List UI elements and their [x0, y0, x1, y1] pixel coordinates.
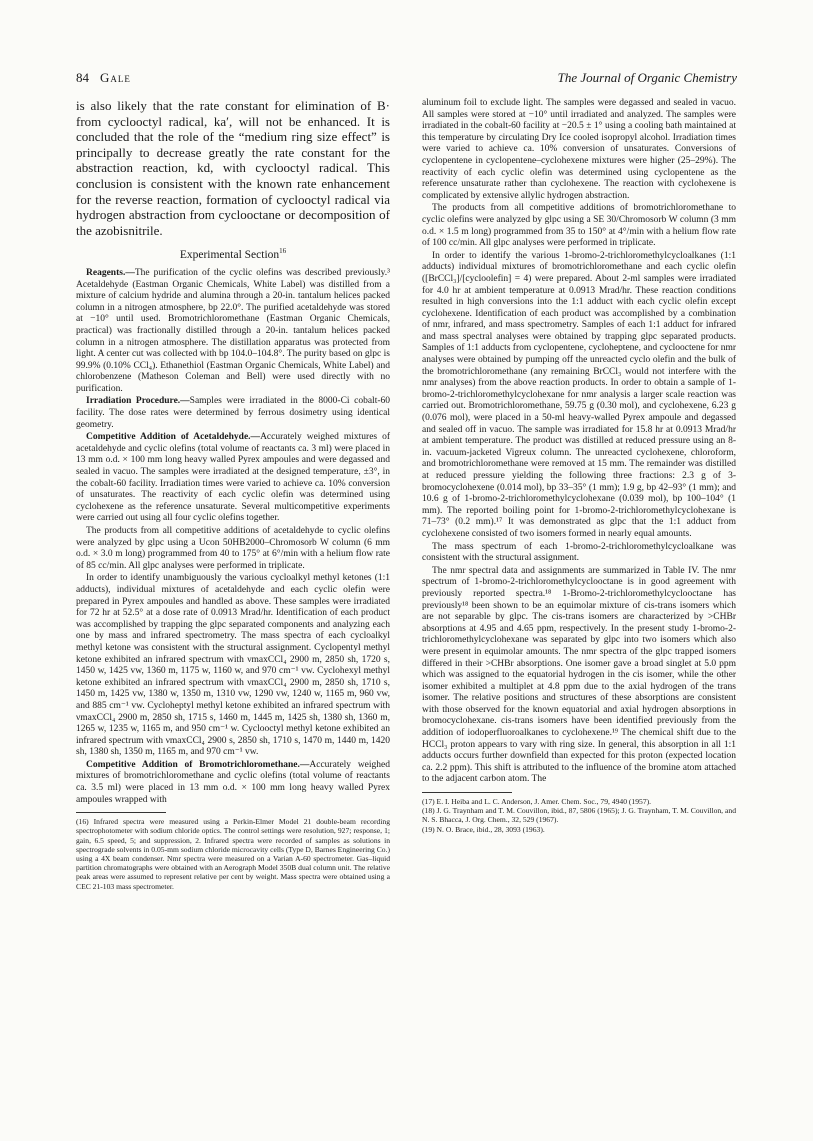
paragraph-text: Accurately weighed mixtures of bromotrichloromethane and cyclic olefins (total volume of reactants ca. 3.5 ml) were placed in 13 mm o.d. × 100 mm long heavy walled Pyrex ampoules wrapped with — [76, 759, 391, 805]
paragraph-reagents — [76, 268, 390, 396]
running-head — [76, 70, 737, 88]
paragraph-acetaldehyde — [76, 432, 390, 525]
left-column — [76, 98, 390, 891]
footnote-16: (16) Infrared spectra were measured using a Perkin-Elmer Model 21 double-beam recording spectrophotometer with sodium chloride optics. The control settings were resolution, 927; response, 1; gain, 6.5 speed, 5; and suppression, 2. Infrared spectra were recorded of samples as solutions in spectrograde solvents in 0.05-mm sodium chloride microcavity cells (Type D, Barnes Engineering Co.) using a 4X beam condenser. Nmr spectra were measured on a Varian A-60 spectrometer. Gas–liquid partition chromatographs were obtained with an Aerograph Model 350B dual column unit. The relative peak areas were assumed to represent relative per cent by weight. Mass spectra were obtained using a CEC 21-103 mass spectrometer. — [76, 817, 390, 891]
run-in-heading: Reagents.— — [86, 267, 135, 278]
paragraph-glpc-bromo: The products from all competitive additions of bromotrichloromethane to cyclic olefins were analyzed by glpc using a SE 30/Chromosorb W column (3 mm o.d. × 1.5 m long) programmed from 35 to 150° at 4°/min with a helium flow rate of 100 cc/min. All glpc analyses were performed in triplicate. — [422, 203, 736, 249]
paragraph-mass-spectrum: The mass spectrum of each 1-bromo-2-trichloromethylcycloalkane was consistent with the structural assignment. — [422, 541, 736, 564]
paragraph-nmr: The nmr spectral data and assignments are summarized in Table IV. The nmr spectrum of 1-bromo-2-trichloromethylcyclooctane is in good agreement with previously reported spectra.¹⁸ 1-Bromo-2-trichloromethylcyclooctane has previously¹⁸ been shown to be an equimolar mixture of cis-trans isomers which are not separable by glpc. The cis-trans isomers are characterized by >CHBr absorptions at 4.95 and 4.65 ppm, respectively. In the present study 1-bromo-2-trichloromethylcyclohexane was separated by glpc into two isomers which also were present in equimolar amounts. The nmr spectra of the glpc trapped isomers differed in their >CHBr absorptions. One isomer gave a broad singlet at 5.0 ppm which was assigned to the equatorial hydrogen in the cis isomer, while the other isomer exhibited a multiplet at 4.8 ppm due to the axial hydrogen of the trans isomer. The relative positions and structures of these absorptions are consistent with those observed for the known equatorial and axial hydrogen absorptions in bromocyclohexane. cis-trans isomers have been identified previously from the addition of iodoperfluoroalkanes to cyclohexene.¹⁹ The chemical shift due to the HCCl₃ proton appears to vary with ring size. In general, this absorption in all 1:1 adducts occurs further downfield than expected for this proton (expected location ca. 2.2 ppm). This shift is attributed to the influence of the bromine atom attached to the adjacent carbon atom. The — [422, 565, 736, 785]
section-title: Experimental Section — [179, 249, 280, 262]
run-in-heading: Competitive Addition of Bromotrichloromethane.— — [86, 759, 310, 770]
lead-paragraph: is also likely that the rate constant for elimination of B· from cyclooctyl radical, ka′, will not be enhanced. It is concluded that the role of the “medium ring size effect” is principally to decrease greatly the rate constant for the abstraction reaction, kd, with cyclooctyl radical. This conclusion is consistent with the known rate enhancement for the reverse reaction, formation of cyclooctyl radical via hydrogen abstraction from cyclooctane or decomposition of the azobisnitrile. — [76, 98, 390, 238]
paragraph-ketone-identification: In order to identify unambiguously the various cycloalkyl methyl ketones (1:1 adducts), individual mixtures of acetaldehyde and each cyclic olefin were prepared in Pyrex ampoules and handled as above. These samples were irradiated for 72 hr at 52.5° at a dose rate of 0.0913 Mrad/hr. Identification of each product was accomplished by trapping the glpc separated components and analyzing each one by mass and infrared spectrometry. The mass spectra of each cycloalkyl methyl ketone was consistent with the structural assignment. Cyclopentyl methyl ketone exhibited an infrared spectrum with νmaxCCl₄ 2900 m, 2850 sh, 1720 s, 1450 w, 1425 vw, 1360 m, 1175 w, 1160 w, and 970 cm⁻¹ vw. Cyclohexyl methyl ketone exhibited an infrared spectrum with νmaxCCl₄ 2900 m, 2850 sh, 1710 s, 1450 m, 1425 vw, 1380 w, 1350 m, 1310 vw, 1290 vw, 1240 w, 1165 m, 960 vw, and 885 cm⁻¹ vw. Cycloheptyl methyl ketone exhibited an infrared spectrum with νmaxCCl₄ 2900 m, 2850 sh, 1715 s, 1460 m, 1445 m, 1425 sh, 1380 sh, 1360 m, 1265 w, 1235 w, 1165 m, and 950 cm⁻¹ w. Cyclooctyl methyl ketone exhibited an infrared spectrum with νmaxCCl₄ 2900 s, 2850 sh, 1710 s, 1470 m, 1440 m, 1420 sh, 1380 sh, 1350 m, 1165 m, and 970 cm⁻¹ vw. — [76, 573, 390, 758]
author-name: Gale — [100, 70, 131, 85]
section-heading — [76, 247, 390, 262]
paragraph-text: Samples were irradiated in the 8000-Ci cobalt-60 facility. The dose rates were determined by ferrous dosimetry using identical geometry. — [76, 396, 390, 430]
run-in-heading: Competitive Addition of Acetaldehyde.— — [86, 432, 261, 443]
paragraph-adduct-identification: In order to identify the various 1-bromo-2-trichloromethylcycloalkanes (1:1 adducts) individual mixtures of bromotrichloromethane and each cyclic olefin ([BrCCl₃]/[cycloolefin] = 4) were prepared. About 2-ml samples were irradiated for 4.0 hr at ambient temperature at 0.0913 Mrad/hr. These reaction conditions resulted in high conversions into the 1:1 adduct with each cyclic olefin except cyclohexene. Identification of each product was accomplished by a combination of nmr, infrared, and mass spectrometry. Samples of each 1:1 adduct for infrared and mass spectral analyses were obtained by trapping glpc separated products. Samples of 1:1 adducts from cyclopentene, cycloheptene, and cyclooctene for nmr analyses were obtained by pumping off the unreacted cyclo olefin and the bulk of the bromotrichloromethane (any remaining BrCCl₃ would not interfere with the nmr analyses) from the above reaction products. In order to obtain a sample of 1-bromo-2-trichloromethylcyclohexane for nmr analysis a larger scale reaction was carried out. Bromotrichloromethane, 59.75 g (0.30 mol), and cyclohexene, 6.23 g (0.076 mol), were placed in a 50-ml heavy-walled Pyrex ampoule and degassed and sealed off in vacuo. The sample was irradiated for 15.8 hr at 0.0913 Mrad/hr at ambient temperature. The product was distilled at reduced pressure using an 8-in. vacuum-jacketed Vigreux column. The unreacted cyclohexene, chloroform, and bromotrichloromethane were removed at 15 mm. The remainder was distilled at reduced pressure yielding the following three fractions: 2.3 g of 3-bromocyclohexene (0.014 mol), bp 33–35° (1 mm); 1.9 g, bp 42–93° (1 mm); and 10.6 g of 1-bromo-2-trichloromethylcyclohexane (0.039 mol), bp 100–104° (1 mm). The reported boiling point for 1-bromo-2-trichloromethylcyclohexane is 71–73° (0.2 mm).¹⁷ It was demonstrated as glpc that the 1:1 adduct from cyclohexene consisted of two isomers formed in nearly equal amounts. — [422, 250, 736, 539]
footnote-rule — [422, 792, 512, 793]
footnote-18: (18) J. G. Traynham and T. M. Couvillon, ibid., 87, 5806 (1965); J. G. Traynham, T. M. Couvillon, and N. S. Bhacca, J. Org. Chem., 32, 529 (1967). — [422, 806, 736, 825]
run-in-heading: Irradiation Procedure.— — [86, 396, 190, 407]
section-footnote-ref: 16 — [279, 247, 287, 256]
paragraph-text: Accurately weighed mixtures of acetaldehyde and cyclic olefins (total volume of reactants ca. 3 ml) were placed in 13 mm o.d. × 100 mm long heavy walled Pyrex ampoules and were degassed and sealed in vacuo. The samples were irradiated at the designed temperature, ±3°, in the cobalt-60 facility. Irradiation times were varied to achieve ca. 10% conversion of unsaturates. The reactivity of each cyclic olefin was determined using cyclohexene as the reference unsaturate. Several multicompetitive experiments were carried out using all four cyclic olefins together. — [76, 432, 391, 524]
paragraph-continued: aluminum foil to exclude light. The samples were degassed and sealed in vacuo. All samples were stored at −10° until irradiated and analyzed. The samples were irradiated in the cobalt-60 facility at −20.5 ± 1° using a cooling bath maintained at this temperature by circulating Dry Ice cooled isopropyl alcohol. Irradiation times were varied to achieve ca. 10% conversion of unsaturates. Conversions of cyclopentene in cyclopentene–cyclohexene mixtures were higher (25–29%). The reactivity of each cyclic olefin was determined using cyclopentene as the reference unsaturate rather than cyclohexene. The reaction with cyclohexene is complicated by extensive allylic hydrogen abstraction. — [422, 98, 736, 201]
paragraph-irradiation — [76, 396, 390, 431]
paragraph-bromotrichloromethane — [76, 760, 390, 806]
right-column — [422, 98, 736, 834]
page-number: 84 — [76, 70, 89, 85]
footnote-17: (17) E. I. Heiba and L. C. Anderson, J. Amer. Chem. Soc., 79, 4940 (1957). — [422, 797, 652, 807]
footnote-19: (19) N. O. Brace, ibid., 28, 3093 (1963). — [422, 824, 545, 834]
footnote-rule — [76, 812, 166, 813]
journal-title: The Journal of Organic Chemistry — [557, 70, 737, 85]
paragraph-glpc-acetaldehyde: The products from all competitive additions of acetaldehyde to cyclic olefins were analyzed by glpc using a Ucon 50HB2000–Chromosorb W column (6 mm o.d. × 3.0 m long) programmed from 40 to 175° at 6°/min with a helium flow rate of 85 cc/min. All glpc analyses were performed in triplicate. — [76, 526, 390, 571]
paragraph-text: The purification of the cyclic olefins was described previously.³ Acetaldehyde (Eastman Organic Chemicals, White Label) was distilled from a mixture of calcium hydride and alumina through a 20-in. tantalum helices packed column in a nitrogen atmosphere, bp 22.0°. The purified acetaldehyde was stored at −10° until used. Bromotrichloromethane (Eastman Organic Chemicals, practical) was fractionally distilled through a 20-in. tantalum helices packed column in a nitrogen atmosphere. The distillation apparatus was protected from light. A center cut was collected with bp 104.0–104.8°. The purity based on glpc is 99.9% (0.10% CCl₄). Ethanethiol (Eastman Organic Chemicals, White Label) and chlorobenzene (Matheson Coleman and Bell) were used directly with no purification. — [76, 267, 390, 394]
